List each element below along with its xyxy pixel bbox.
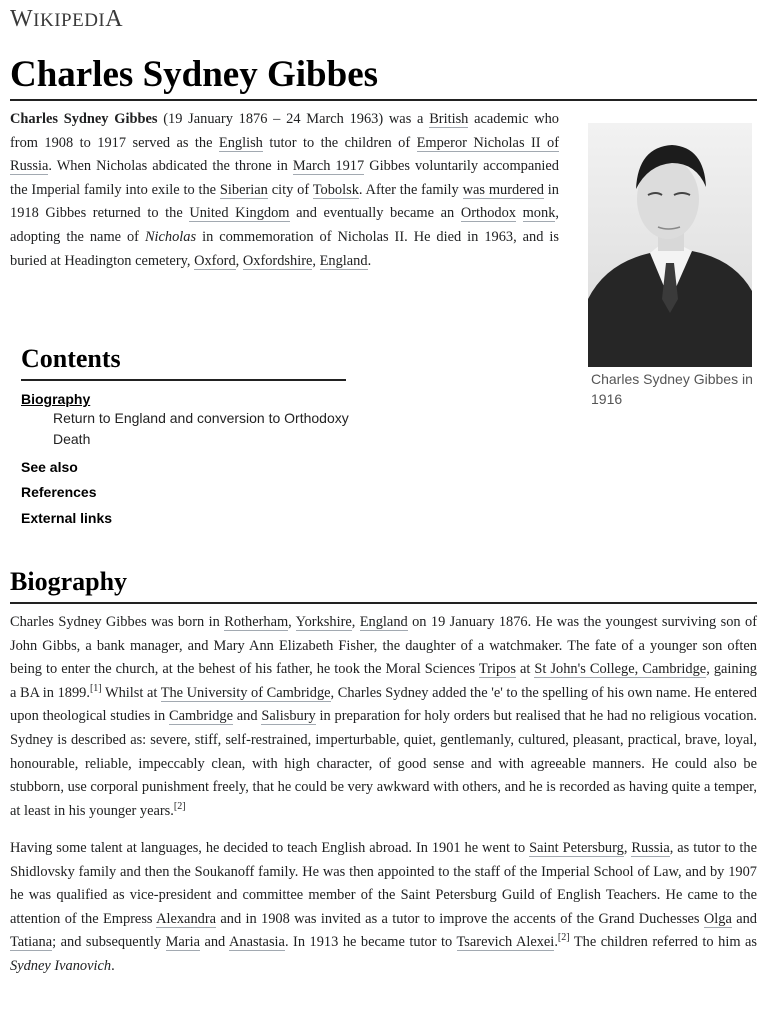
link-tobolsk[interactable]: Tobolsk (312, 181, 359, 198)
biography-rule (10, 602, 757, 604)
link-was-murdered[interactable]: was murdered (462, 181, 544, 198)
reference-2[interactable]: [2] (173, 800, 186, 812)
toc-references[interactable]: References (21, 484, 97, 500)
link-emperor-nicholas[interactable]: Emperor Nicholas II of Russia (10, 134, 559, 175)
toc-biography[interactable]: Biography (21, 391, 91, 407)
link-olga[interactable]: Olga (703, 910, 732, 927)
link-yorkshire[interactable]: Yorkshire (295, 614, 352, 630)
wikipedia-wordmark[interactable] (10, 6, 123, 33)
link-maria[interactable]: Maria (165, 934, 200, 951)
biography-heading: Biography (10, 567, 128, 596)
link-tatiana[interactable]: Tatiana (10, 934, 53, 951)
contents-rule (21, 379, 346, 381)
link-st-johns-college[interactable]: St John's College, Cambridge (534, 661, 707, 678)
link-alexandra[interactable]: Alexandra (156, 910, 217, 927)
toc-external-links[interactable]: External links (21, 510, 113, 526)
biography-paragraph-1: Charles Sydney Gibbes was born in Rotherham, Yorkshire, England on 19 January 1876. He was the youngest surviving son of John Gibbs, a bank manager, and Mary Ann Elizabeth Fisher, the daughter of a watchmaker. The fate of a younger son often being to enter the church, at the behest of his father, he took the Moral Sciences Tripos at St John's College, Cambridge, gaining a BA in 1899.[1] Whilst at The University of Cambridge, Charles Sydney added the 'e' to the spelling of his own name. He entered upon theological studies in Cambridge and Salisbury in preparation for holy orders but realised that he had no religious vocation. Sydney is described as: severe, stiff, self-restrained, imperturbable, quiet, gentlemanly, cultured, pleasant, practical, brave, loyal, honourable, reliable, impeccably clean, with high character, of good sense and with agreeable manners. He could also be stubborn, use corporal punishment freely, that he could be very awkward with others, and he is recorded as having quite a temper, at least in his younger years.[2] (10, 614, 758, 819)
contents-heading: Contents (21, 344, 121, 373)
italic-sydney-ivanovich: Sydney Ivanovich (10, 957, 112, 974)
page-title: Charles Sydney Gibbes (10, 54, 379, 95)
link-tripos[interactable]: Tripos (478, 661, 516, 678)
portrait-image[interactable] (588, 123, 752, 367)
link-siberian[interactable]: Siberian (219, 181, 268, 198)
link-anastasia[interactable]: Anastasia (228, 934, 285, 951)
link-england-bio[interactable]: England (359, 614, 408, 630)
link-british[interactable]: British (429, 111, 469, 127)
italic-nicholas: Nicholas (144, 228, 197, 245)
link-saint-petersburg[interactable]: Saint Petersburg (529, 840, 624, 856)
image-caption: Charles Sydney Gibbes in 1916 (591, 371, 753, 407)
reference-1[interactable]: [1] (89, 682, 102, 694)
link-united-kingdom[interactable]: United Kingdom (189, 205, 290, 222)
link-oxfordshire[interactable]: Oxfordshire (242, 252, 313, 269)
link-tsarevich-alexei[interactable]: Tsarevich Alexei (456, 934, 555, 951)
link-march-1917[interactable]: March 1917 (292, 158, 365, 175)
link-university-of-cambridge[interactable]: The University of Cambridge (160, 684, 331, 701)
link-salisbury[interactable]: Salisbury (261, 708, 316, 725)
link-oxford[interactable]: Oxford (194, 252, 236, 269)
biography-paragraph-2: Having some talent at languages, he decided to teach English abroad. In 1901 he went to Saint Petersburg, Russia, as tutor to the Shidlovsky family and then the Soukanoff family. He was then appointed to the staff of the Imperial School of Law, and by 1907 he was qualified as vice-president and committee member of the Saint Petersburg Guild of English Teachers. He came to the attention of the Empress Alexandra and in 1908 was invited as a tutor to improve the accents of the Grand Duchesses Olga and Tatiana; and subsequently Maria and Anastasia. In 1913 he became tutor to Tsarevich Alexei.[2] The children referred to him as Sydney Ivanovich. (10, 840, 758, 974)
lead-bold: Charles Sydney Gibbes (10, 111, 158, 127)
toc-see-also[interactable]: See also (21, 459, 78, 475)
toc-death[interactable]: Death (53, 431, 91, 447)
link-england[interactable]: England (319, 252, 368, 269)
title-rule (10, 99, 757, 101)
wordmark-small-caps: IKIPEDI (33, 10, 106, 31)
portrait-photo (588, 123, 752, 367)
intro-paragraph: Charles Sydney Gibbes (19 January 1876 – 24 March 1963) was a British academic who from 1908 to 1917 served as the English tutor to the children of Emperor Nicholas II of Russia. When Nicholas abdicated the throne in March 1917 Gibbes voluntarily accompanied the Imperial family into exile to the Siberian city of Tobolsk. After the family was murdered in 1918 Gibbes returned to the United Kingdom and eventually became an Orthodox monk, adopting the name of Nicholas in commemoration of Nicholas II. He died in 1963, and is buried at Headington cemetery, Oxford, Oxfordshire, England. (10, 111, 560, 269)
toc-return-to-england[interactable]: Return to England and conversion to Orthodoxy (53, 410, 349, 426)
link-cambridge[interactable]: Cambridge (169, 708, 233, 725)
link-english[interactable]: English (218, 134, 263, 151)
reference-2b[interactable]: [2] (557, 932, 570, 944)
wordmark-letter: W (10, 6, 34, 32)
link-monk[interactable]: monk (522, 205, 556, 222)
link-rotherham[interactable]: Rotherham (224, 614, 289, 630)
link-orthodox[interactable]: Orthodox (460, 205, 516, 222)
link-russia[interactable]: Russia (631, 840, 670, 856)
wordmark-letter-end: A (105, 6, 124, 32)
